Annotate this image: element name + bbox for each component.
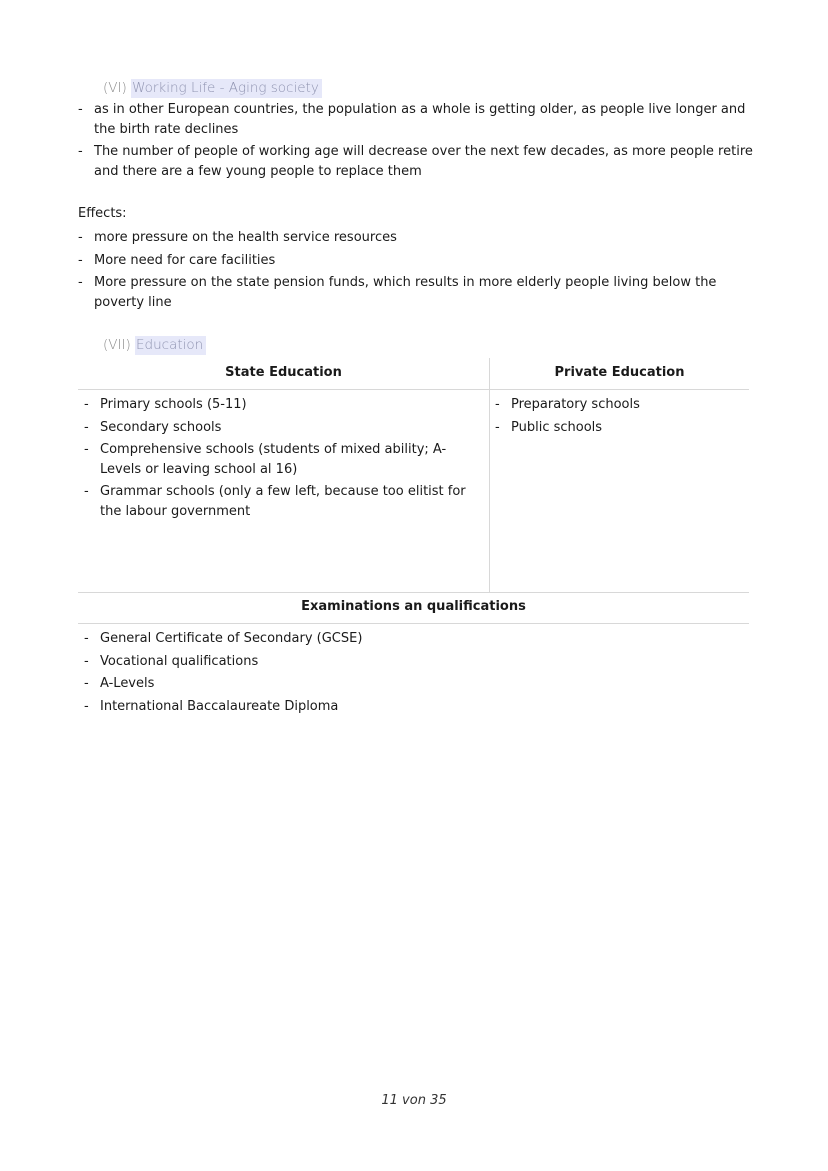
- effects-label: Effects:: [78, 206, 127, 221]
- section-number: (VI): [103, 80, 127, 96]
- list-item: - Comprehensive schools (students of mixed ability; A-Levels or leaving school al 16): [84, 442, 447, 477]
- list-item: - General Certificate of Secondary (GCSE): [84, 631, 363, 646]
- list-item: - more pressure on the health service resources: [78, 230, 397, 245]
- list-item: - The number of people of working age will decrease over the next few decades, as more people retire and there are a few young people to replace them: [78, 144, 753, 179]
- section-heading-education: [103, 337, 206, 353]
- column-divider: [489, 358, 490, 592]
- column-header-state: State Education: [225, 365, 342, 380]
- list-item: - Grammar schools (only a few left, because too elitist for the labour government: [84, 484, 466, 519]
- column-header-private: Private Education: [554, 365, 685, 380]
- list-item: - Vocational qualifications: [84, 653, 259, 669]
- list-item: - Preparatory schools: [495, 397, 640, 412]
- state-education-list: [84, 395, 480, 524]
- list-item: - A-Levels: [84, 676, 155, 691]
- list-item: - More pressure on the state pension funds, which results in more elderly people living below the poverty line: [78, 275, 717, 310]
- header-divider: [78, 389, 749, 390]
- list-item: - Primary schools (5-11): [84, 397, 247, 412]
- row-header-examinations: Examinations an qualifications: [301, 599, 526, 614]
- aging-society-list: [78, 100, 758, 184]
- section-heading-working-life: [103, 80, 322, 96]
- list-item: - as in other European countries, the population as a whole is getting older, as people live longer and the birth rate declines: [78, 102, 746, 137]
- section-title: Working Life - Aging society: [131, 79, 322, 98]
- section-title: Education: [135, 336, 206, 355]
- list-item: - International Baccalaureate Diploma: [84, 698, 339, 714]
- effects-list: [78, 228, 758, 315]
- row-divider: [78, 592, 749, 593]
- list-item: - Public schools: [495, 419, 603, 435]
- private-education-list: [495, 395, 745, 440]
- list-item: - Secondary schools: [84, 419, 222, 435]
- page-number: 11 von 35: [381, 1093, 447, 1108]
- examinations-list: [84, 629, 684, 719]
- header-divider: [78, 623, 749, 624]
- list-item: - More need for care facilities: [78, 252, 276, 268]
- section-number: (VII): [103, 337, 131, 353]
